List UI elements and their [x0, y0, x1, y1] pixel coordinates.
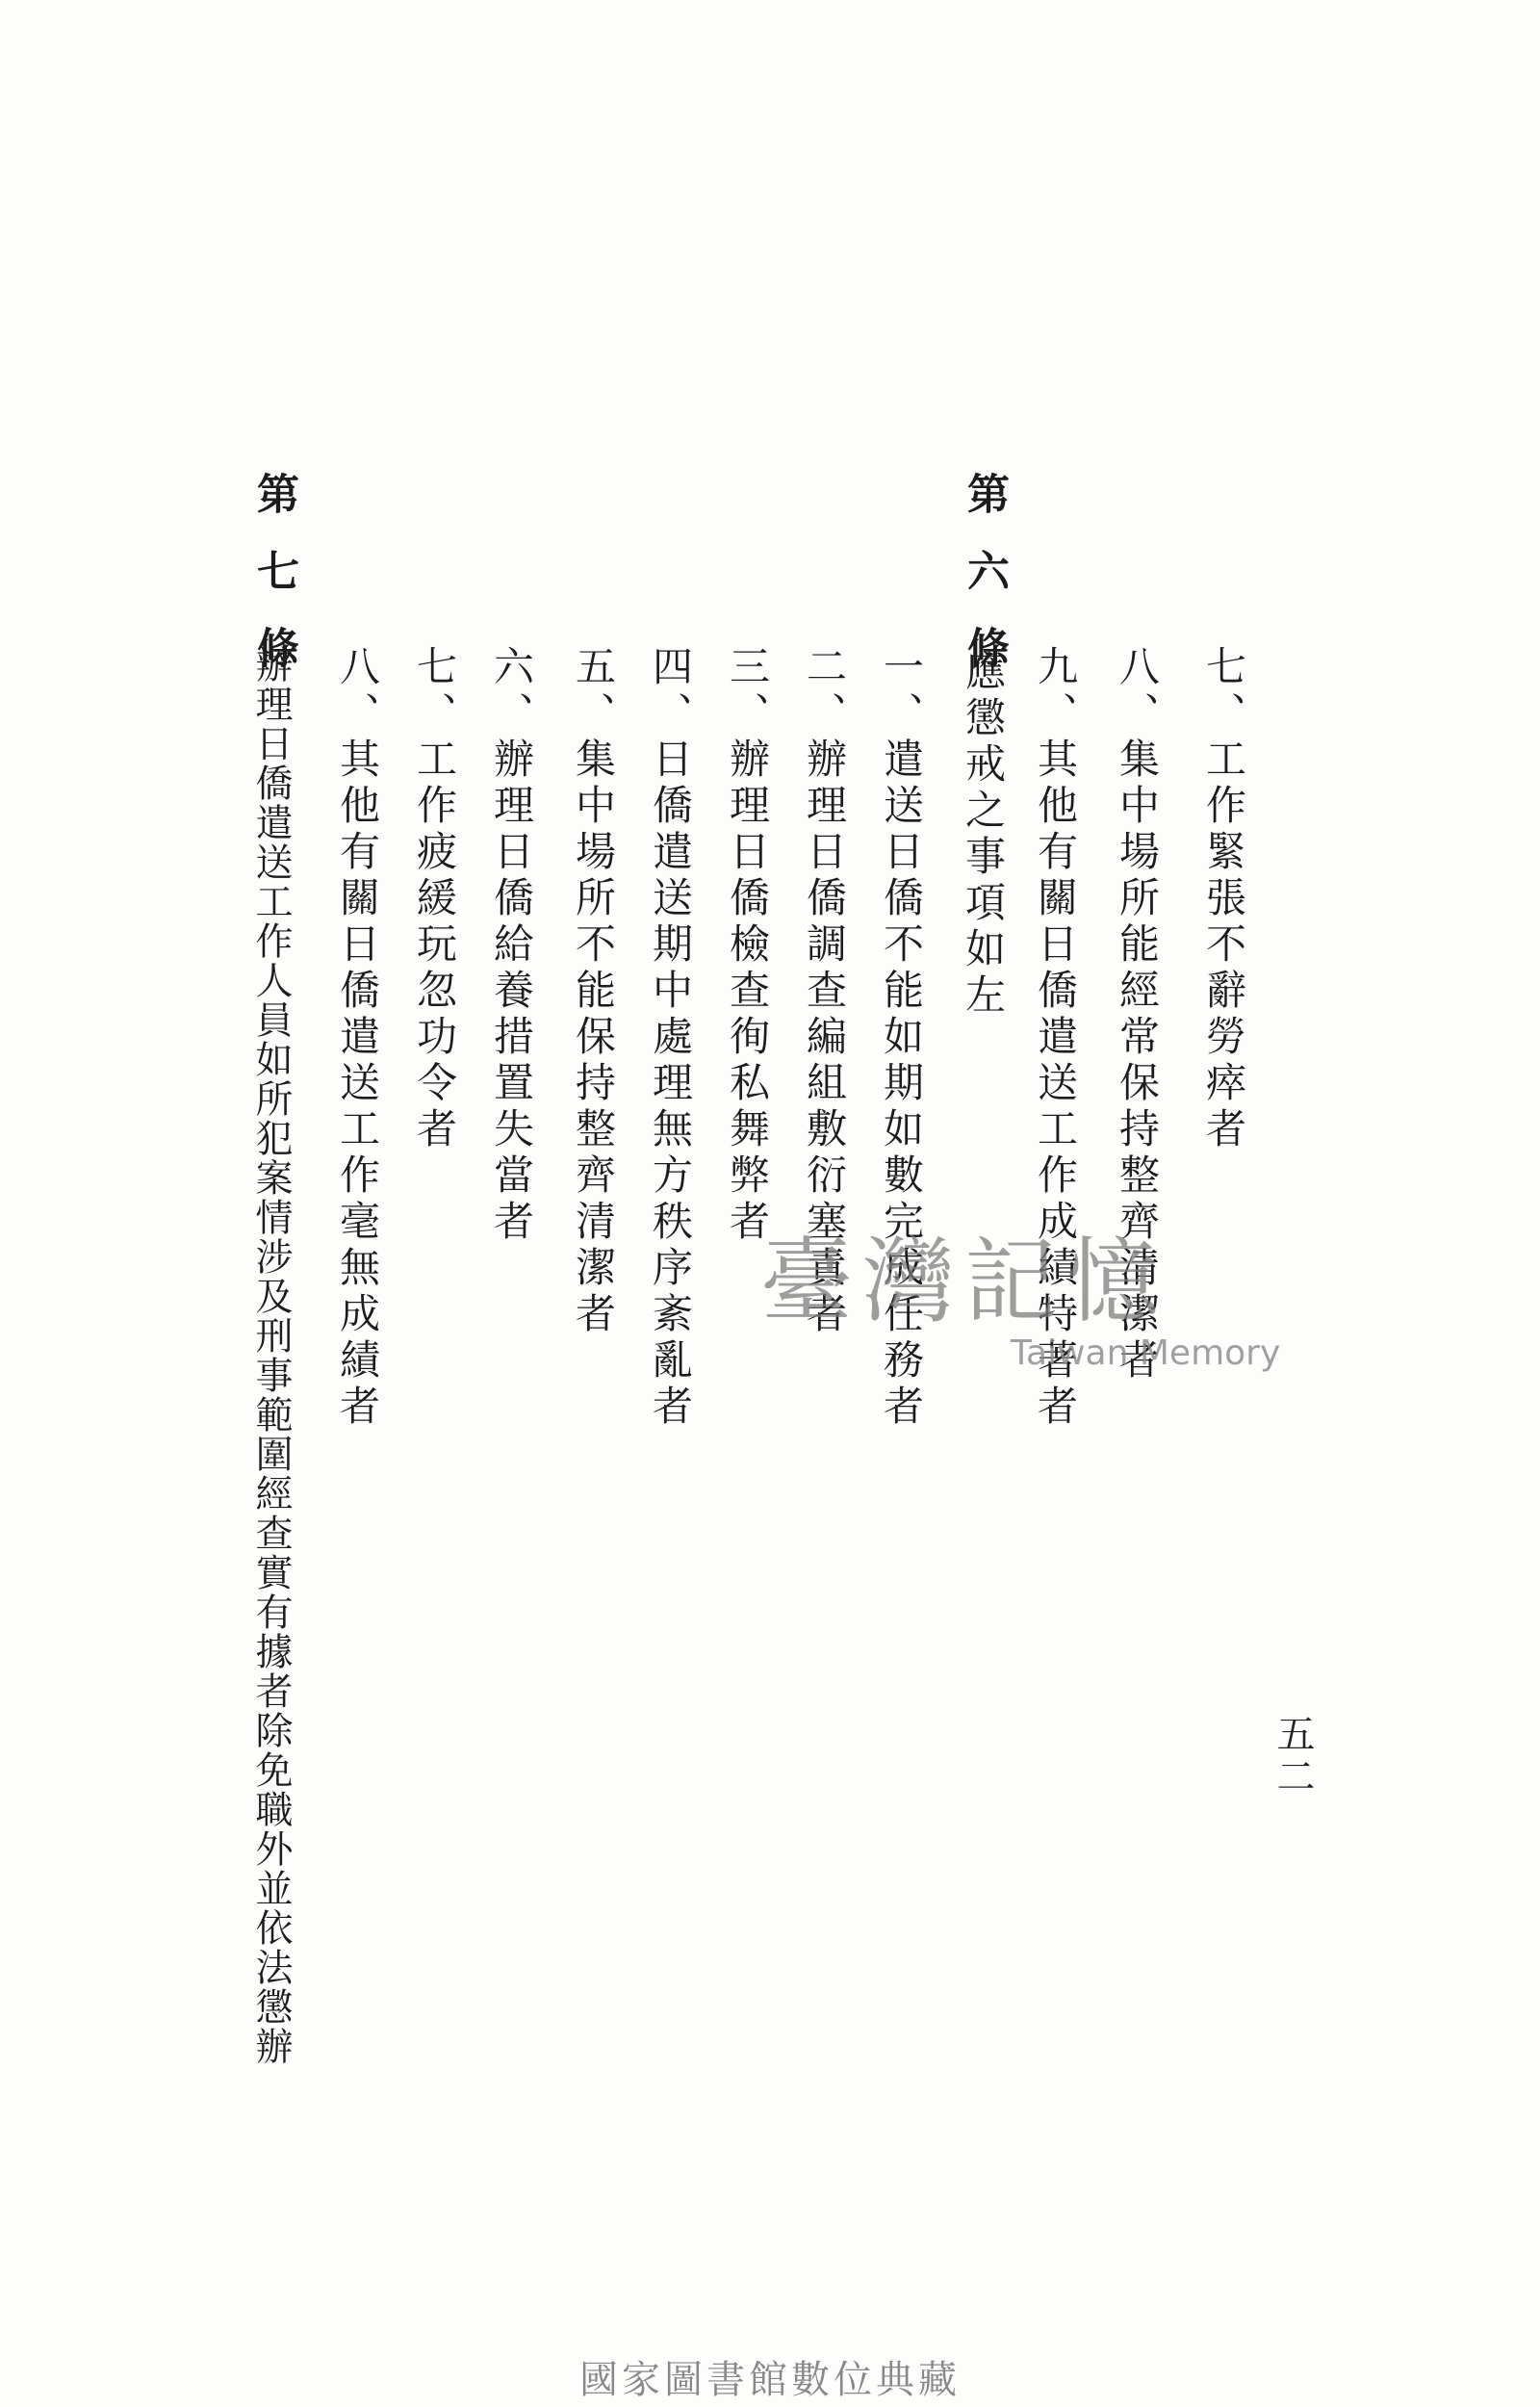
text-column-13: 八、其他有關日僑遣送工作毫無成績者	[334, 645, 381, 1431]
watermark-logo-chinese: 臺灣記憶	[760, 1228, 1168, 1335]
text-column-11: 六、辦理日僑給養措置失當者	[488, 645, 535, 1246]
text-column-7: 二、辦理日僑調查編組敷衍塞責者	[801, 645, 848, 1338]
watermark-logo-english: Taiwan Memory	[1011, 1333, 1281, 1373]
footer-archive-label: 國家圖書館數位典藏	[579, 2358, 961, 2402]
article-6-intro: 應懲戒之事項如左	[960, 650, 1007, 1020]
text-column-12: 七、工作疲緩玩忽功令者	[411, 645, 458, 1153]
text-column-2: 八、集中場所能經常保持整齊清潔者	[1114, 645, 1161, 1385]
article-7-heading: 第七條	[249, 472, 298, 703]
text-column-3: 九、其他有關日僑遣送工作成績特著者	[1032, 645, 1079, 1431]
text-column-10: 五、集中場所不能保持整齊清潔者	[570, 645, 617, 1338]
text-column-6: 一、遣送日僑不能如期如數完成任務者	[878, 645, 925, 1431]
text-column-9: 四、日僑遣送期中處理無方秩序紊亂者	[647, 645, 694, 1431]
text-column-1: 七、工作緊張不辭勞瘁者	[1200, 645, 1247, 1153]
article-7-body: 辦理日僑遣送工作人員如所犯案情涉及刑事範圍經查實有據者除免職外並依法懲辦	[249, 645, 293, 2066]
text-column-8: 三、辦理日僑檢查徇私舞弊者	[724, 645, 771, 1246]
page-number: 五二	[1270, 1714, 1315, 1799]
article-6-heading: 第六條	[960, 472, 1009, 703]
